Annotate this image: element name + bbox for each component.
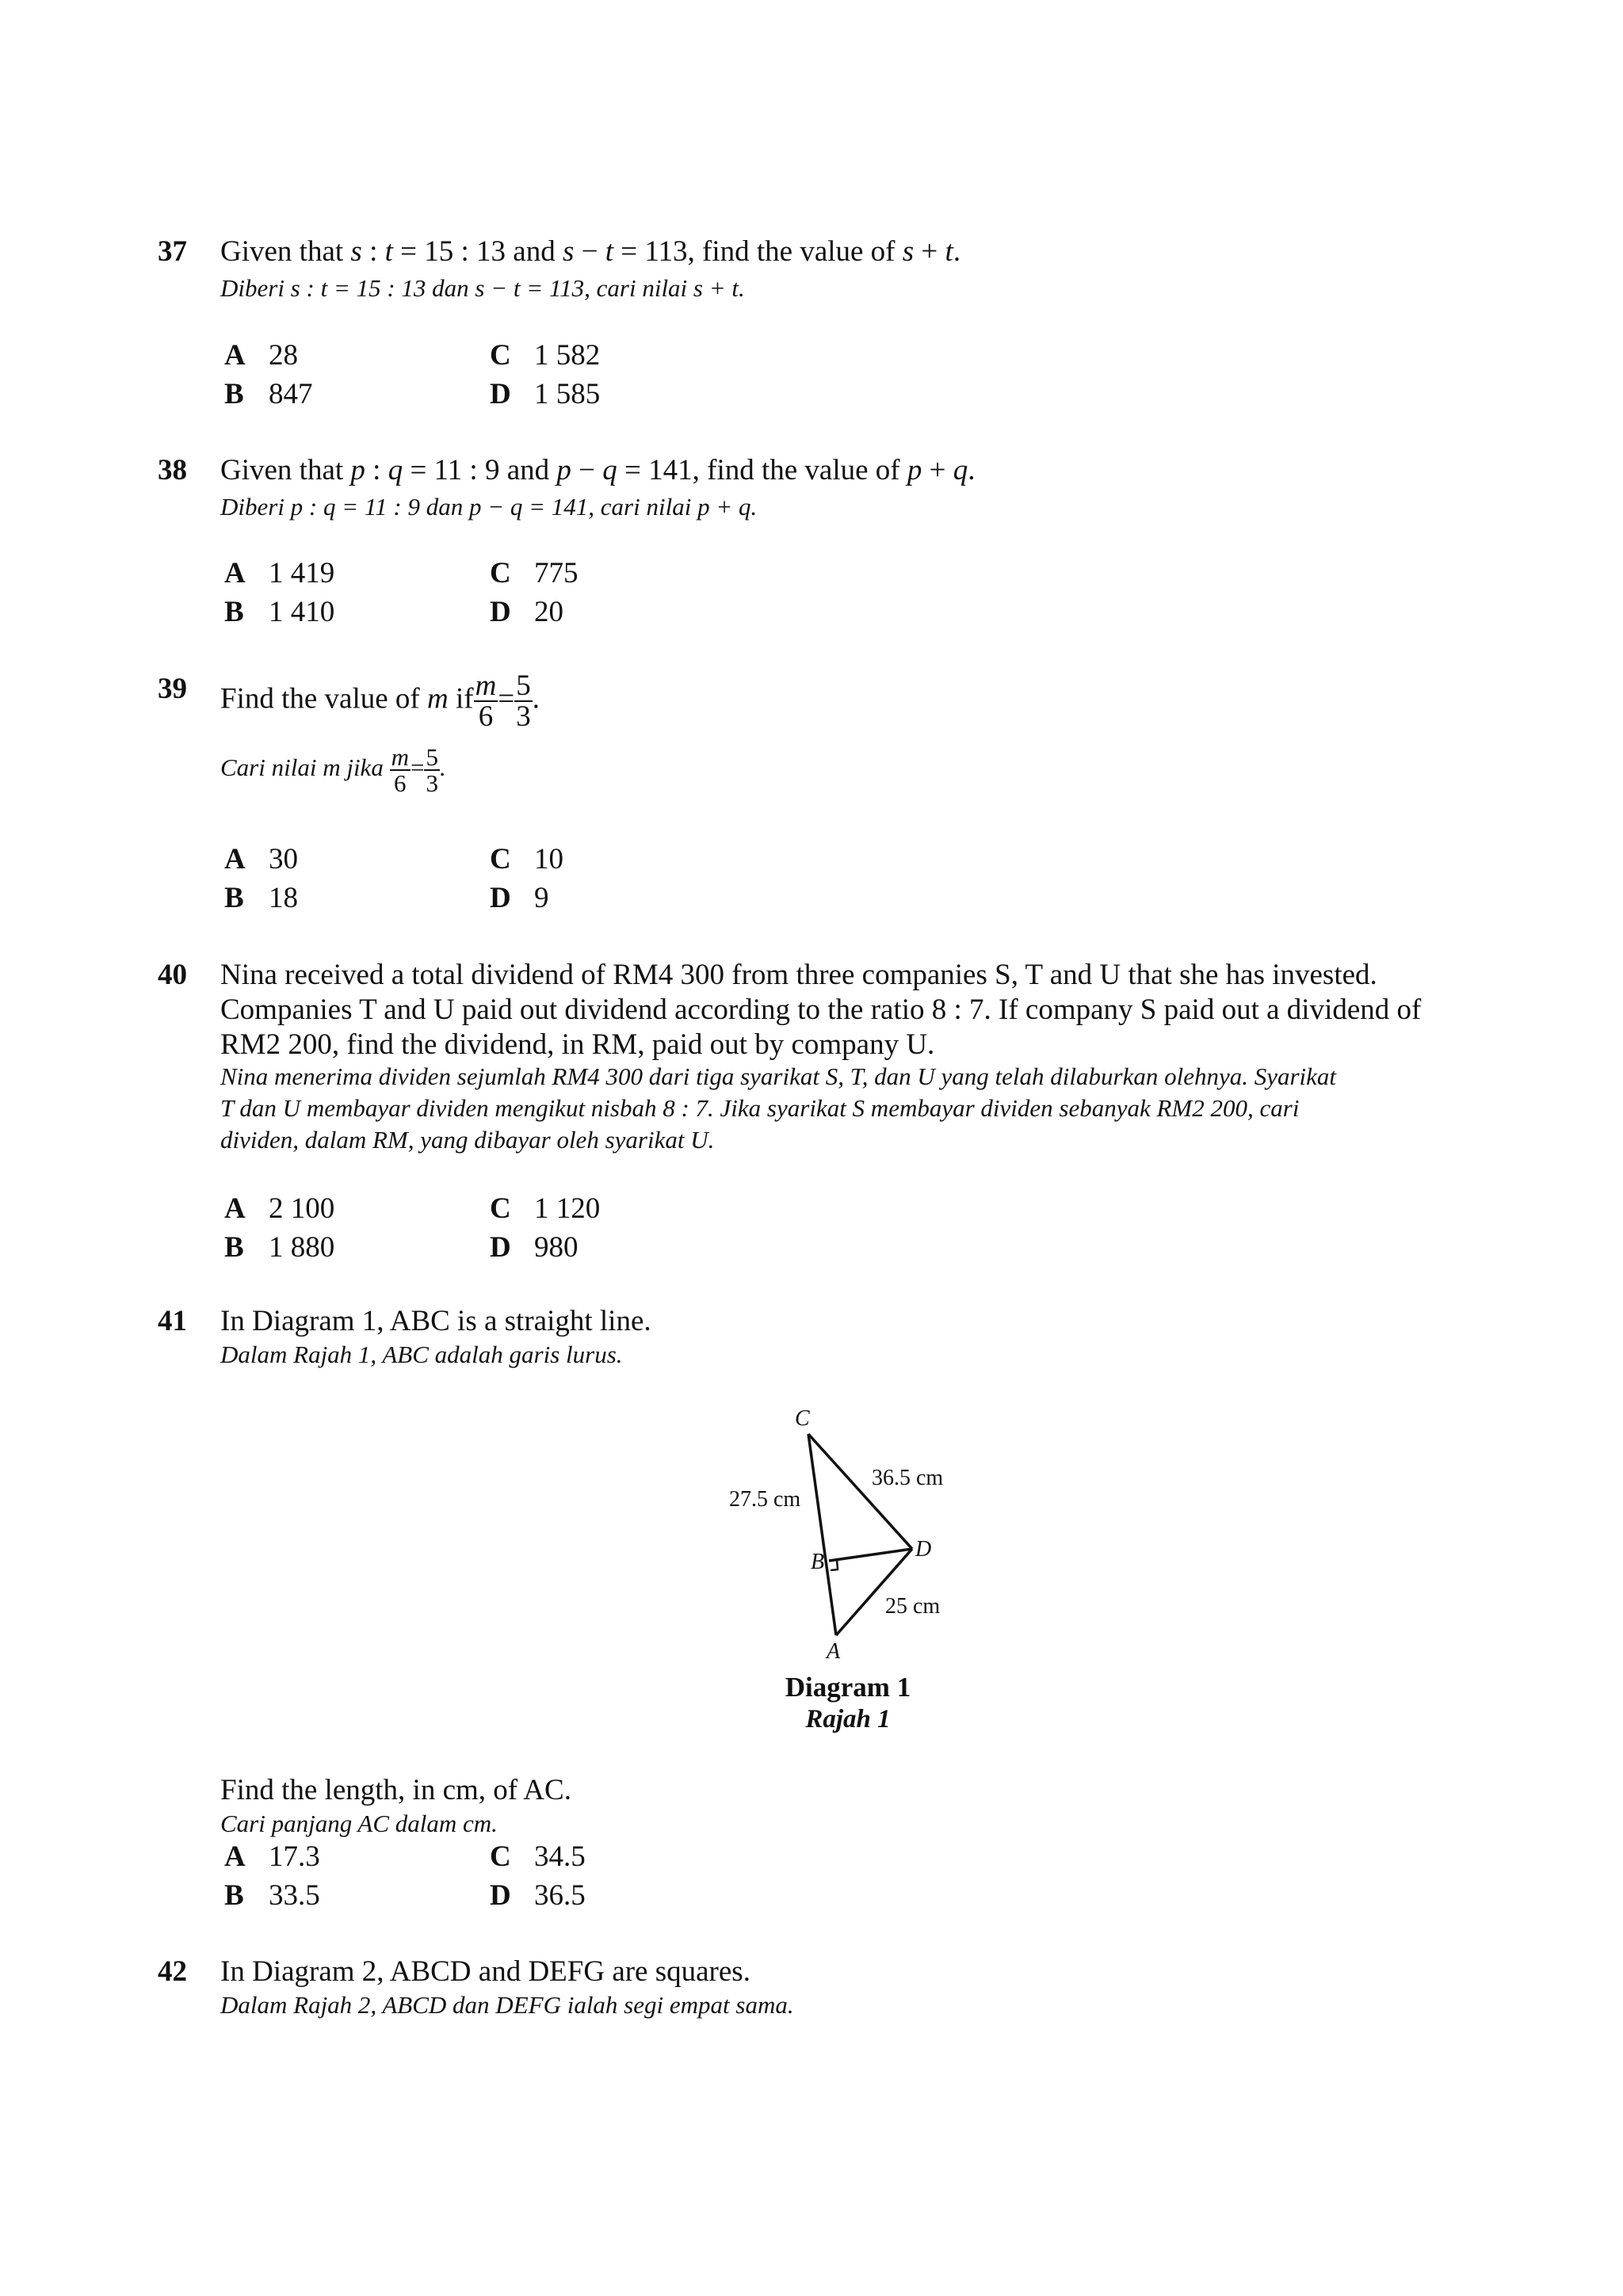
question-number: 41 xyxy=(158,1305,187,1337)
var: q xyxy=(953,454,968,486)
question-text-malay: Dalam Rajah 1, ABC adalah garis lurus. xyxy=(220,1341,623,1368)
question-text-english-line-3: RM2 200, find the dividend, in RM, paid out by company U. xyxy=(220,1028,935,1061)
option-value: 1 880 xyxy=(269,1231,335,1264)
text: if xyxy=(448,682,474,715)
question-text-malay-line-3: dividen, dalam RM, yang dibayar oleh syarikat U. xyxy=(220,1126,715,1154)
option-a[interactable] xyxy=(224,1840,320,1874)
question-text-malay: Diberi s : t = 15 : 13 dan s − t = 113, cari nilai s + t. xyxy=(220,274,745,302)
option-value: 9 xyxy=(534,882,549,914)
option-letter: D xyxy=(490,882,511,914)
option-letter: D xyxy=(490,1879,511,1912)
question-text-malay: Diberi p : q = 11 : 9 dan p − q = 141, cari nilai p + q. xyxy=(220,493,758,521)
question-number: 39 xyxy=(158,673,187,705)
text: . xyxy=(953,235,961,268)
option-letter: C xyxy=(490,1192,511,1225)
denominator: 3 xyxy=(516,700,531,733)
text: Cari nilai m jika xyxy=(220,753,384,782)
text: Given that xyxy=(220,454,351,486)
question-text-malay-line-2: T dan U membayar dividen mengikut nisbah 8 : 7. Jika syarikat S membayar dividen sebanyak RM2 200, cari xyxy=(220,1094,1300,1122)
option-letter: C xyxy=(490,557,511,589)
var: m xyxy=(427,682,449,715)
option-value: 20 xyxy=(534,596,563,628)
question-number: 37 xyxy=(158,235,187,268)
option-letter: D xyxy=(490,1231,511,1264)
option-value: 2 100 xyxy=(269,1192,335,1225)
option-c[interactable] xyxy=(490,1840,586,1874)
option-value: 33.5 xyxy=(269,1879,320,1912)
label-b: B xyxy=(811,1550,825,1574)
line-ad xyxy=(836,1549,912,1635)
question-number: 42 xyxy=(158,1955,187,1988)
option-value: 1 120 xyxy=(534,1192,601,1225)
text: Find the value of xyxy=(220,682,428,715)
question-text-english: In Diagram 2, ABCD and DEFG are squares. xyxy=(220,1955,750,1988)
var: p xyxy=(556,454,571,486)
text: : xyxy=(361,235,385,268)
var: p xyxy=(907,454,922,486)
option-value: 18 xyxy=(269,882,298,914)
var: s xyxy=(902,235,915,268)
text: . xyxy=(968,454,976,486)
numerator: 5 xyxy=(426,743,438,771)
label-d: D xyxy=(915,1537,932,1562)
diagram-caption: Diagram 1 xyxy=(785,1672,911,1703)
var: t xyxy=(605,235,614,268)
numerator: m xyxy=(391,743,409,771)
text: = 11 : 9 and xyxy=(403,454,557,486)
option-b[interactable] xyxy=(224,1878,320,1913)
equals-sign: = xyxy=(410,753,425,782)
var: q xyxy=(602,454,617,486)
var: s xyxy=(350,235,362,268)
text: − xyxy=(574,235,605,268)
question-text-malay: Dalam Rajah 2, ABCD dan DEFG ialah segi empat sama. xyxy=(220,1991,794,2019)
text: = 113, find the value of xyxy=(613,235,903,268)
option-letter: A xyxy=(224,1192,246,1225)
line-ca xyxy=(808,1434,836,1635)
length-label-cd: 36.5 cm xyxy=(872,1466,944,1490)
text: : xyxy=(365,454,388,486)
text: = 141, find the value of xyxy=(617,454,907,486)
label-c: C xyxy=(795,1406,810,1431)
label-a: A xyxy=(827,1639,841,1664)
option-value: 10 xyxy=(534,843,563,875)
length-label-ad: 25 cm xyxy=(885,1594,941,1619)
option-letter: C xyxy=(490,339,511,372)
text: = 15 : 13 and xyxy=(392,235,563,268)
option-letter: A xyxy=(224,843,246,875)
option-d[interactable] xyxy=(490,1878,586,1913)
option-letter: B xyxy=(224,378,244,410)
denominator: 6 xyxy=(478,700,494,733)
line-cd xyxy=(808,1434,912,1549)
option-letter: C xyxy=(490,1840,511,1873)
option-letter: B xyxy=(224,1879,244,1912)
question-number: 40 xyxy=(158,959,187,991)
line-bd xyxy=(829,1549,912,1561)
diagram-caption-malay: Rajah 1 xyxy=(805,1705,891,1733)
option-value: 17.3 xyxy=(269,1840,320,1873)
numerator: 5 xyxy=(516,669,531,702)
length-label-bc: 27.5 cm xyxy=(729,1487,801,1512)
text: Given that xyxy=(220,235,351,268)
option-value: 775 xyxy=(534,557,579,589)
option-value: 28 xyxy=(269,339,298,372)
option-letter: D xyxy=(490,596,511,628)
text: + xyxy=(914,235,945,268)
option-letter: A xyxy=(224,1840,246,1873)
option-letter: B xyxy=(224,1231,244,1264)
option-value: 1 419 xyxy=(269,557,335,589)
question-text-english-after: Find the length, in cm, of AC. xyxy=(220,1774,571,1806)
numerator: m xyxy=(475,669,497,702)
text: + xyxy=(922,454,953,486)
var: p xyxy=(350,454,365,486)
var: q xyxy=(388,454,403,486)
option-value: 980 xyxy=(534,1231,579,1264)
option-value: 1 582 xyxy=(534,339,601,372)
option-value: 847 xyxy=(269,378,313,410)
option-value: 1 410 xyxy=(269,596,335,628)
text: − xyxy=(571,454,603,486)
question-text-english-line-1: Nina received a total dividend of RM4 300 from three companies S, T and U that she has invested. xyxy=(220,959,1377,991)
question-text-malay-after: Cari panjang AC dalam cm. xyxy=(220,1810,498,1837)
option-value: 30 xyxy=(269,843,298,875)
period: . xyxy=(532,682,540,715)
denominator: 6 xyxy=(394,769,407,797)
var: s xyxy=(562,235,575,268)
option-value: 34.5 xyxy=(534,1840,586,1873)
option-value: 36.5 xyxy=(534,1879,586,1912)
option-letter: A xyxy=(224,339,246,372)
period: . xyxy=(439,753,446,782)
denominator: 3 xyxy=(426,769,438,797)
option-letter: B xyxy=(224,882,244,914)
option-letter: C xyxy=(490,843,511,875)
equals-sign: = xyxy=(498,682,515,715)
option-letter: A xyxy=(224,557,246,589)
option-letter: D xyxy=(490,378,511,410)
option-letter: B xyxy=(224,596,244,628)
question-text-english-line-2: Companies T and U paid out dividend according to the ratio 8 : 7. If company S paid out a dividend of xyxy=(220,994,1422,1026)
option-value: 1 585 xyxy=(534,378,601,410)
var: t xyxy=(945,235,953,268)
question-number: 38 xyxy=(158,454,187,486)
var: t xyxy=(384,235,393,268)
question-text-malay-line-1: Nina menerima dividen sejumlah RM4 300 dari tiga syarikat S, T, dan U yang telah dilaburkan olehnya. Syarikat xyxy=(220,1062,1337,1090)
question-text-english: In Diagram 1, ABC is a straight line. xyxy=(220,1305,651,1337)
